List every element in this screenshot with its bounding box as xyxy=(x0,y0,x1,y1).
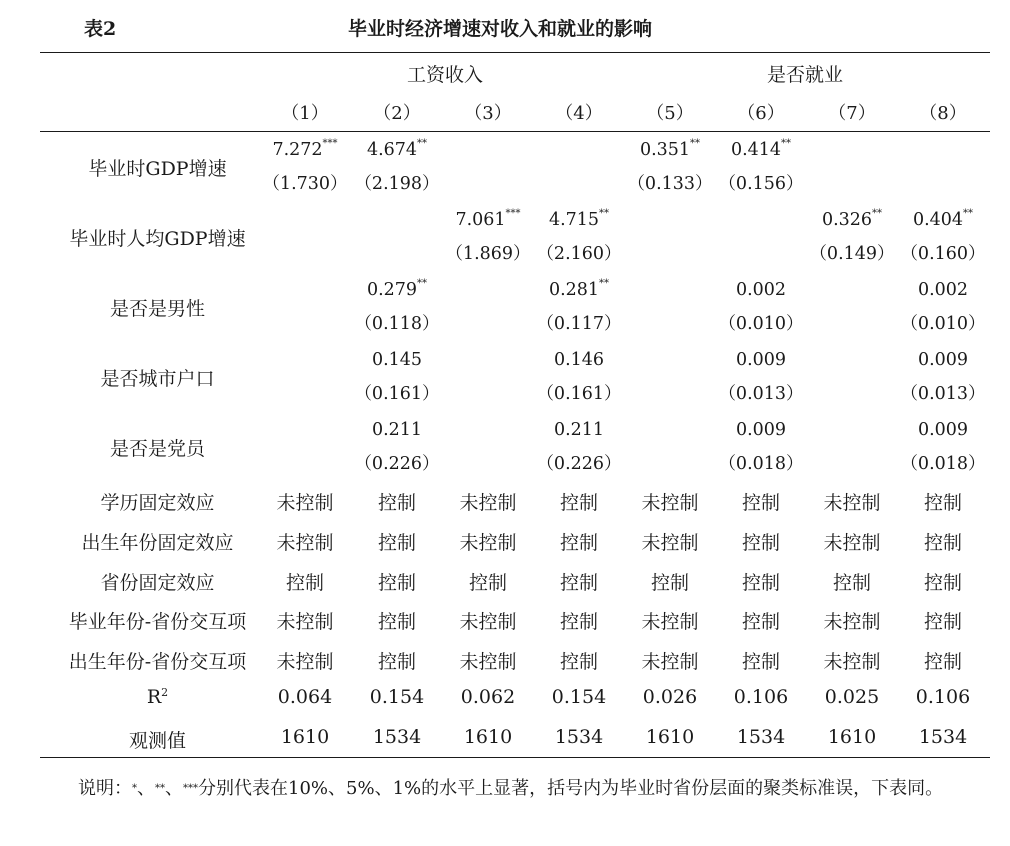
standard-error-cell: （1.730） xyxy=(262,174,348,194)
r-squared-cell: 0.026 xyxy=(642,686,698,708)
r-squared-cell: 0.154 xyxy=(369,686,425,708)
fixed-effect-cell: 控制 xyxy=(559,611,598,633)
fixed-effect-cell: 未控制 xyxy=(276,611,334,633)
row-label: 省份固定效应 xyxy=(100,572,215,594)
standard-error-cell: （0.156） xyxy=(718,174,804,194)
fixed-effect-cell: 控制 xyxy=(923,651,962,673)
column-number: （4） xyxy=(555,103,603,124)
row-label: 是否是男性 xyxy=(109,298,205,320)
group-head-wage: 工资收入 xyxy=(406,64,483,86)
bottom-rule xyxy=(40,757,990,758)
significance-stars: ** xyxy=(963,208,974,219)
coefficient-value: 0.002 xyxy=(735,280,787,300)
significance-stars: ** xyxy=(781,138,792,149)
significance-stars: ** xyxy=(417,138,428,149)
fixed-effect-cell: 控制 xyxy=(923,492,962,514)
fixed-effect-cell: 控制 xyxy=(559,572,598,594)
standard-error-cell: （0.013） xyxy=(718,384,804,404)
coefficient-cell xyxy=(534,210,624,230)
standard-error-cell: （0.161） xyxy=(536,384,622,404)
standard-error-cell: （1.869） xyxy=(445,244,531,264)
significance-stars: ** xyxy=(872,208,883,219)
coefficient-cell xyxy=(352,350,442,370)
fixed-effect-cell: 未控制 xyxy=(823,492,881,514)
coefficient-value: 0.145 xyxy=(371,350,423,370)
note-star-3: *** xyxy=(183,783,198,794)
fixed-effect-cell: 未控制 xyxy=(459,611,517,633)
observations-cell: 1610 xyxy=(463,726,513,748)
significance-stars: ** xyxy=(417,278,428,289)
significance-stars: *** xyxy=(322,138,338,149)
fixed-effect-cell: 控制 xyxy=(923,611,962,633)
row-label: 毕业时GDP增速 xyxy=(88,158,227,180)
coefficient-value: 0.351 xyxy=(639,140,691,160)
coefficient-value: 7.061 xyxy=(455,210,506,230)
table-note xyxy=(40,773,995,804)
column-number: （1） xyxy=(281,103,329,124)
standard-error-cell: （0.018） xyxy=(718,454,804,474)
coefficient-cell xyxy=(443,210,533,230)
row-label: 出生年份固定效应 xyxy=(81,532,234,554)
row-label: 学历固定效应 xyxy=(100,492,215,514)
r-squared-cell: 0.106 xyxy=(733,686,789,708)
significance-stars: ** xyxy=(599,208,610,219)
coefficient-cell xyxy=(716,280,806,300)
r-squared-exponent: 2 xyxy=(161,686,169,699)
standard-error-cell: （0.133） xyxy=(627,174,713,194)
fixed-effect-cell: 控制 xyxy=(923,572,962,594)
fixed-effect-cell: 控制 xyxy=(923,532,962,554)
note-sep-2: 、 xyxy=(165,778,183,799)
r-squared-letter: R xyxy=(146,686,162,708)
note-star-1: * xyxy=(132,783,137,794)
standard-error-cell: （0.117） xyxy=(536,314,622,334)
coefficient-value: 0.146 xyxy=(553,350,605,370)
coefficient-cell xyxy=(898,280,988,300)
coefficient-cell xyxy=(716,140,806,160)
header-bottom-rule xyxy=(40,131,990,132)
standard-error-cell: （0.160） xyxy=(900,244,986,264)
r-squared-cell: 0.025 xyxy=(824,686,880,708)
observations-cell: 1534 xyxy=(554,726,604,748)
coefficient-cell xyxy=(534,420,624,440)
column-number: （2） xyxy=(373,103,421,124)
coefficient-value: 0.404 xyxy=(912,210,964,230)
coefficient-cell xyxy=(534,350,624,370)
fixed-effect-cell: 控制 xyxy=(377,492,416,514)
significance-stars: ** xyxy=(599,278,610,289)
fixed-effect-cell: 未控制 xyxy=(276,651,334,673)
observations-cell: 1610 xyxy=(645,726,695,748)
table-title: 毕业时经济增速对收入和就业的影响 xyxy=(347,18,652,40)
fixed-effect-cell: 未控制 xyxy=(641,492,699,514)
fixed-effect-cell: 控制 xyxy=(559,532,598,554)
coefficient-cell xyxy=(625,140,715,160)
coefficient-cell xyxy=(716,420,806,440)
observations-cell: 1534 xyxy=(918,726,968,748)
table-label: 表2 xyxy=(84,18,117,40)
row-label: 出生年份-省份交互项 xyxy=(68,651,247,673)
column-number: （8） xyxy=(919,103,967,124)
note-sep-1: 、 xyxy=(137,778,155,799)
fixed-effect-cell: 控制 xyxy=(650,572,689,594)
top-rule xyxy=(40,52,990,53)
observations-cell: 1610 xyxy=(827,726,877,748)
observations-cell: 1534 xyxy=(736,726,786,748)
fixed-effect-cell: 未控制 xyxy=(276,492,334,514)
coefficient-value: 0.211 xyxy=(553,420,605,440)
coefficient-cell xyxy=(807,210,897,230)
fixed-effect-cell: 未控制 xyxy=(823,651,881,673)
fixed-effect-cell: 控制 xyxy=(285,572,324,594)
fixed-effect-cell: 控制 xyxy=(377,532,416,554)
row-label: 毕业年份-省份交互项 xyxy=(68,611,247,633)
fixed-effect-cell: 未控制 xyxy=(276,532,334,554)
coefficient-value: 4.674 xyxy=(366,140,418,160)
row-label: 毕业时人均GDP增速 xyxy=(69,228,246,250)
coefficient-cell xyxy=(352,140,442,160)
standard-error-cell: （0.149） xyxy=(809,244,895,264)
standard-error-cell: （0.013） xyxy=(900,384,986,404)
standard-error-cell: （0.226） xyxy=(536,454,622,474)
fixed-effect-cell: 未控制 xyxy=(641,532,699,554)
r-squared-cell: 0.062 xyxy=(460,686,516,708)
standard-error-cell: （2.160） xyxy=(536,244,622,264)
fixed-effect-cell: 控制 xyxy=(741,651,780,673)
standard-error-cell: （0.226） xyxy=(354,454,440,474)
coefficient-value: 0.009 xyxy=(735,350,787,370)
coefficient-cell xyxy=(352,280,442,300)
group-head-employment: 是否就业 xyxy=(766,64,843,86)
fixed-effect-cell: 未控制 xyxy=(641,611,699,633)
fixed-effect-cell: 控制 xyxy=(741,492,780,514)
fixed-effect-cell: 控制 xyxy=(377,651,416,673)
r-squared-cell: 0.154 xyxy=(551,686,607,708)
coefficient-value: 7.272 xyxy=(272,140,323,160)
r-squared-cell: 0.106 xyxy=(915,686,971,708)
standard-error-cell: （0.010） xyxy=(718,314,804,334)
row-label: 是否城市户口 xyxy=(100,368,215,390)
coefficient-cell xyxy=(716,350,806,370)
coefficient-value: 0.281 xyxy=(548,280,600,300)
standard-error-cell: （0.161） xyxy=(354,384,440,404)
coefficient-cell xyxy=(898,350,988,370)
fixed-effect-cell: 未控制 xyxy=(641,651,699,673)
fixed-effect-cell: 控制 xyxy=(559,651,598,673)
standard-error-cell: （0.118） xyxy=(354,314,440,334)
significance-stars: *** xyxy=(505,208,521,219)
standard-error-cell: （0.010） xyxy=(900,314,986,334)
coefficient-value: 4.715 xyxy=(548,210,600,230)
column-number: （3） xyxy=(464,103,512,124)
r-squared-cell: 0.064 xyxy=(277,686,333,708)
fixed-effect-cell: 控制 xyxy=(832,572,871,594)
fixed-effect-cell: 未控制 xyxy=(459,532,517,554)
column-number: （6） xyxy=(737,103,785,124)
fixed-effect-cell: 控制 xyxy=(468,572,507,594)
note-star-2: ** xyxy=(155,783,165,794)
significance-stars: ** xyxy=(690,138,701,149)
note-prefix: 说明： xyxy=(78,778,132,799)
coefficient-value: 0.009 xyxy=(735,420,787,440)
observations-cell: 1534 xyxy=(372,726,422,748)
fixed-effect-cell: 控制 xyxy=(559,492,598,514)
r-squared-label xyxy=(40,686,275,708)
standard-error-cell: （0.018） xyxy=(900,454,986,474)
column-number: （5） xyxy=(646,103,694,124)
coefficient-cell xyxy=(352,420,442,440)
fixed-effect-cell: 控制 xyxy=(377,611,416,633)
row-label: 是否是党员 xyxy=(109,438,205,460)
column-number: （7） xyxy=(828,103,876,124)
fixed-effect-cell: 未控制 xyxy=(823,532,881,554)
coefficient-value: 0.279 xyxy=(366,280,418,300)
fixed-effect-cell: 控制 xyxy=(741,572,780,594)
fixed-effect-cell: 控制 xyxy=(741,611,780,633)
coefficient-value: 0.009 xyxy=(917,420,969,440)
coefficient-value: 0.002 xyxy=(917,280,969,300)
standard-error-cell: （2.198） xyxy=(354,174,440,194)
coefficient-cell xyxy=(898,420,988,440)
fixed-effect-cell: 未控制 xyxy=(459,492,517,514)
fixed-effect-cell: 未控制 xyxy=(823,611,881,633)
observations-label: 观测值 xyxy=(128,730,186,752)
fixed-effect-cell: 未控制 xyxy=(459,651,517,673)
note-text: 分别代表在10%、5%、1%的水平上显著，括号内为毕业时省份层面的聚类标准误，下表同。 xyxy=(198,778,944,799)
coefficient-cell xyxy=(534,280,624,300)
coefficient-cell xyxy=(260,140,350,160)
observations-cell: 1610 xyxy=(280,726,330,748)
fixed-effect-cell: 控制 xyxy=(741,532,780,554)
coefficient-value: 0.414 xyxy=(730,140,782,160)
coefficient-cell xyxy=(898,210,988,230)
coefficient-value: 0.211 xyxy=(371,420,423,440)
coefficient-value: 0.326 xyxy=(821,210,873,230)
fixed-effect-cell: 控制 xyxy=(377,572,416,594)
coefficient-value: 0.009 xyxy=(917,350,969,370)
